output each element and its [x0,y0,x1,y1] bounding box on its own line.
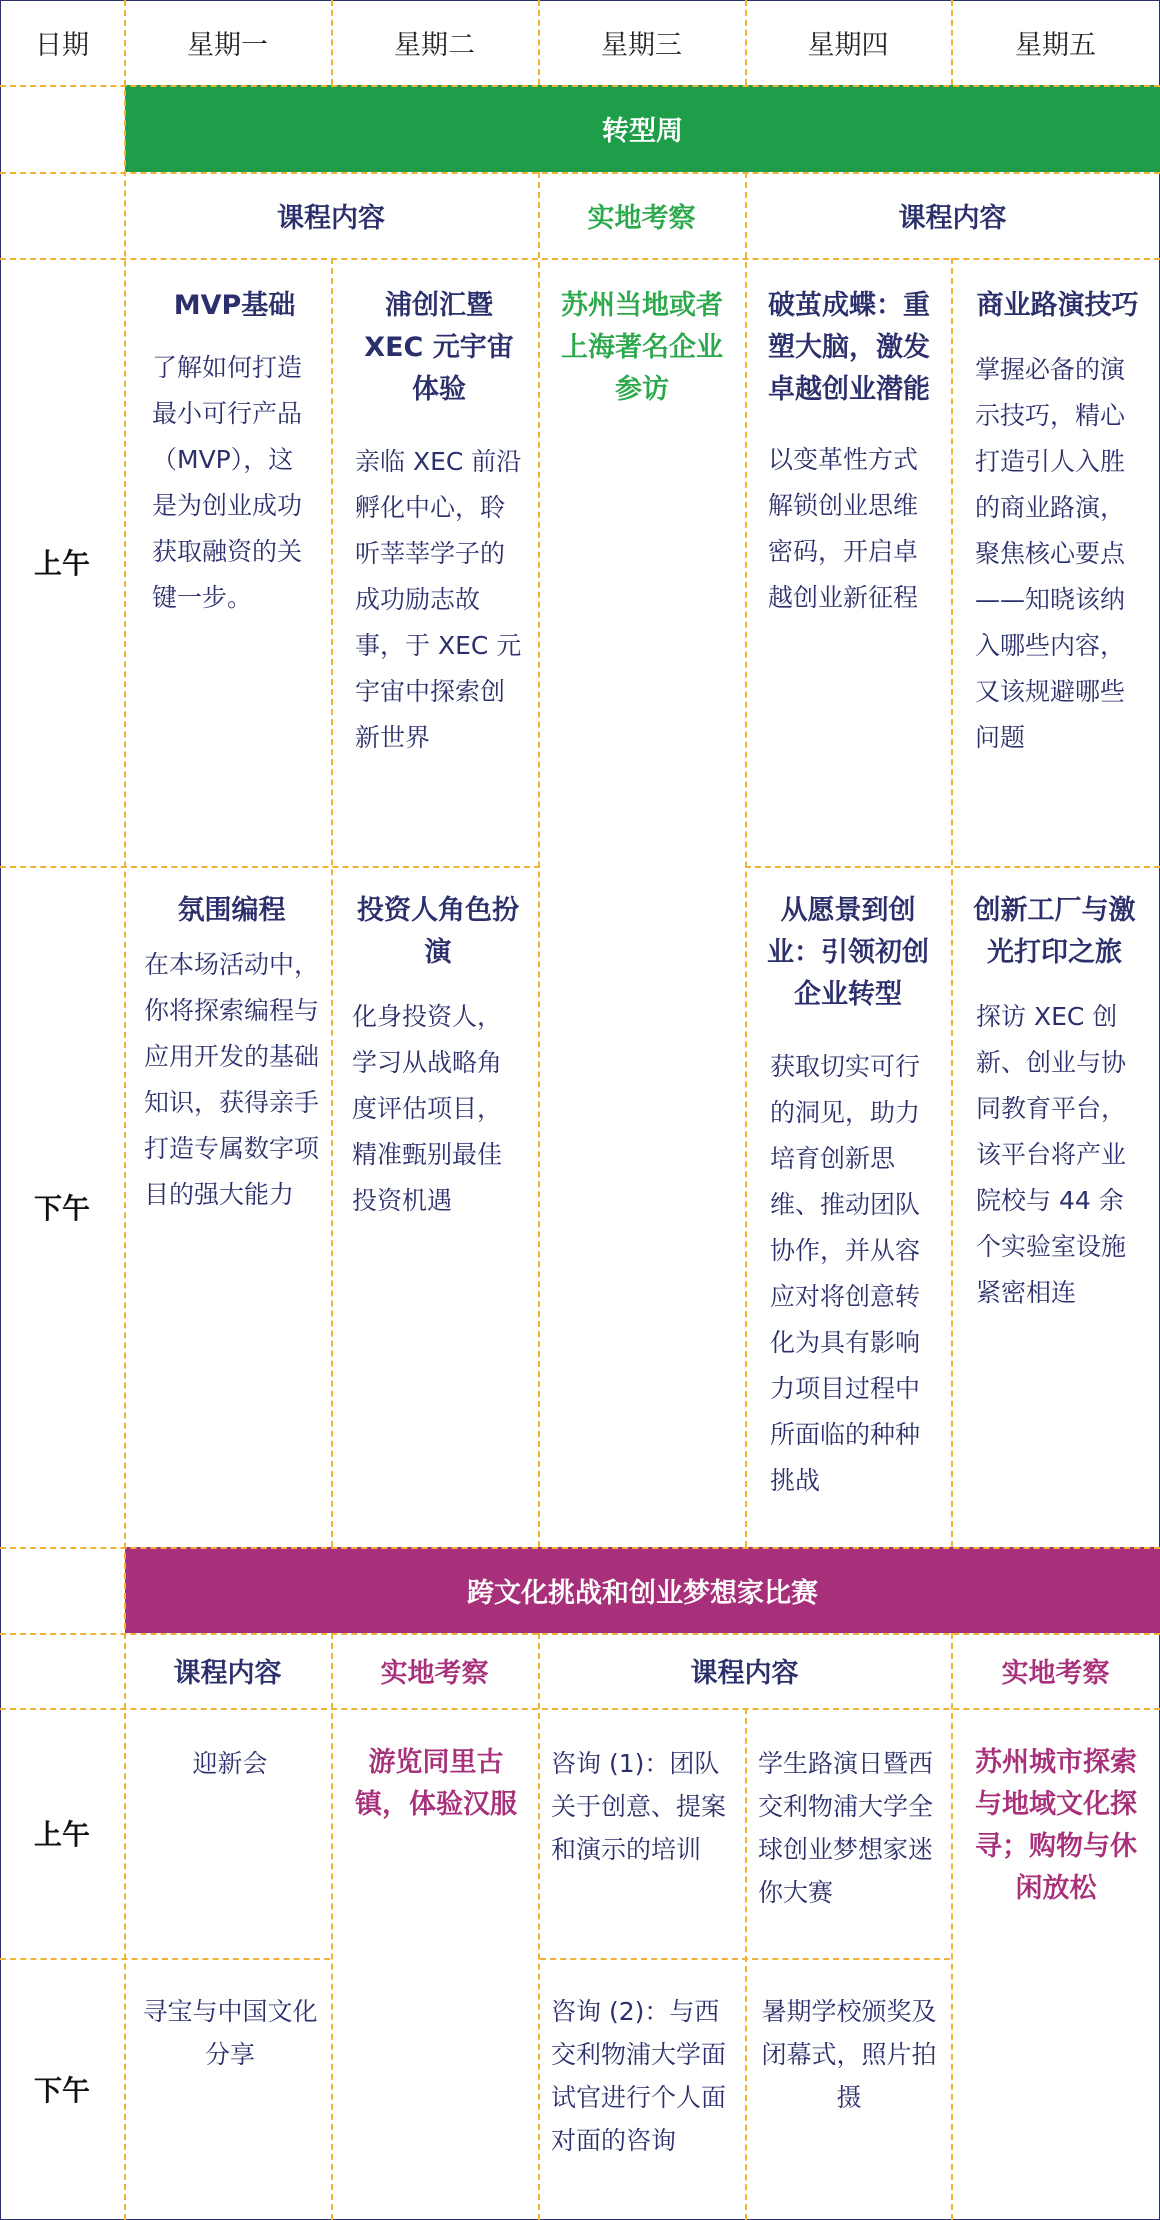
category-label: 实地考察 [1001,1658,1110,1689]
activity-tue-morning [344,1742,528,1826]
session-description: 在本场活动中，你将探索编程与应用开发的基础知识，获得亲手打造专属数字项目的强大能力 [144,950,320,1209]
header-date-label: 日期 [35,30,89,61]
category-label: 实地考察 [587,202,696,234]
activity-mon-morning [140,1742,320,1785]
header-day-tue [331,0,538,85]
activity-text: 寻宝与中国文化分享 [142,1997,318,2069]
week1-banner-text: 转型周 [602,116,683,147]
activity-text: 咨询 (2)：与西交利物浦大学面试官进行个人面对面的咨询 [551,1997,727,2155]
activity-text: 咨询 (1)：团队关于创意、提案和演示的培训 [551,1749,727,1864]
header-date [0,0,124,85]
activity-thu-afternoon [756,1990,942,2119]
grid-line [538,172,540,1547]
session-mon-afternoon [144,890,319,1218]
session-title: MVP基础 [173,290,296,321]
session-mon-morning [152,285,317,621]
activity-thu-morning [758,1742,940,1914]
session-title: 浦创汇暨 XEC 元宇宙体验 [364,290,514,405]
grid-line [331,1633,333,2220]
session-title: 破茧成蝶：重塑大脑，激发卓越创业潜能 [768,290,930,405]
week2-category-fieldtrip [331,1633,538,1708]
grid-line [0,1708,1160,1710]
week2-category-course [124,1633,331,1708]
week2-banner [125,1547,1160,1633]
grid-line [951,258,953,1547]
period-label: 下午 [33,1191,90,1225]
activity-text: 游览同里古镇，体验汉服 [355,1747,517,1820]
session-tue-morning [355,285,523,761]
grid-line [951,1633,953,2220]
week1-category-fieldtrip [538,172,745,258]
week2-afternoon-label [0,1958,124,2220]
category-label: 实地考察 [380,1658,489,1689]
session-title: 苏州当地或者上海著名企业参访 [561,290,723,405]
session-title: 氛围编程 [177,895,286,926]
grid-line [0,258,1160,260]
session-description: 探访 XEC 创新、创业与协同教育平台，该平台将产业院校与 44 余个实验室设施紧密相连 [976,1002,1127,1307]
grid-line [0,1547,1160,1549]
session-thu-morning [768,285,938,621]
grid-line [331,258,333,1547]
session-fri-afternoon [962,890,1147,1316]
week2-category-course [538,1633,951,1708]
category-label: 课程内容 [173,1658,282,1689]
session-description: 亲临 XEC 前沿孵化中心，聆听莘莘学子的成功励志故事，于 XEC 元宇宙中探索创新世界 [355,447,522,752]
week2-morning-label [0,1708,124,1958]
grid-line [745,1708,747,2220]
session-wed-morning [548,285,736,411]
week1-category-course [124,172,538,258]
category-label: 课程内容 [898,202,1007,234]
week1-category-course [745,172,1160,258]
header-day-fri [951,0,1160,85]
activity-fri-morning [962,1742,1150,1910]
session-description: 化身投资人，学习从战略角度评估项目，精准甄别最佳投资机遇 [352,1002,503,1215]
header-day-mon [124,0,331,85]
header-day-thu [745,0,951,85]
session-title: 投资人角色扮演 [357,895,519,968]
activity-text: 暑期学校颁奖及闭幕式，照片拍摄 [761,1997,937,2112]
grid-line [124,0,126,2220]
activity-mon-afternoon [142,1990,318,2076]
week2-banner-text: 跨文化挑战和创业梦想家比赛 [467,1577,818,1609]
period-label: 上午 [33,547,90,580]
activity-text: 苏州城市探索与地域文化探寻；购物与休闲放松 [975,1747,1137,1904]
session-title: 创新工厂与激光打印之旅 [973,895,1136,968]
session-thu-afternoon [758,890,938,1504]
session-fri-morning [975,285,1140,761]
activity-wed-afternoon [551,1990,735,2162]
activity-text: 迎新会 [192,1749,268,1778]
header-day-label: 星期五 [1015,30,1096,61]
week1-morning-label [0,258,124,866]
grid-line [745,172,747,1547]
session-tue-afternoon [352,890,524,1224]
header-day-label: 星期一 [187,30,268,61]
session-title: 商业路演技巧 [976,290,1139,321]
week1-banner [125,85,1160,172]
week1-afternoon-label [0,866,124,1547]
session-title: 从愿景到创业：引领初创企业转型 [767,895,929,1010]
session-description: 以变革性方式解锁创业思维密码，开启卓越创业新征程 [768,445,919,612]
week2-category-fieldtrip [951,1633,1160,1708]
session-description: 掌握必备的演示技巧，精心打造引人入胜的商业路演，聚焦核心要点——知晓该纳入哪些内容，又该规避哪些问题 [975,355,1126,752]
header-day-wed [538,0,745,85]
category-label: 课程内容 [690,1658,799,1689]
activity-wed-morning [551,1742,735,1871]
header-day-label: 星期三 [601,30,682,61]
period-label: 上午 [33,1818,90,1851]
header-day-label: 星期四 [807,30,889,61]
grid-line [0,85,1160,87]
grid-line [538,1633,540,2220]
header-day-label: 星期二 [394,30,475,61]
session-description: 了解如何打造最小可行产品（MVP），这是为创业成功获取融资的关键一步。 [152,353,303,612]
activity-text: 学生路演日暨西交利物浦大学全球创业梦想家迷你大赛 [758,1749,934,1907]
period-label: 下午 [33,2074,90,2107]
session-description: 获取切实可行的洞见，助力培育创新思维、推动团队协作，并从容应对将创意转化为具有影响力项目过程中所面临的种种挑战 [770,1052,921,1495]
category-label: 课程内容 [277,202,385,234]
